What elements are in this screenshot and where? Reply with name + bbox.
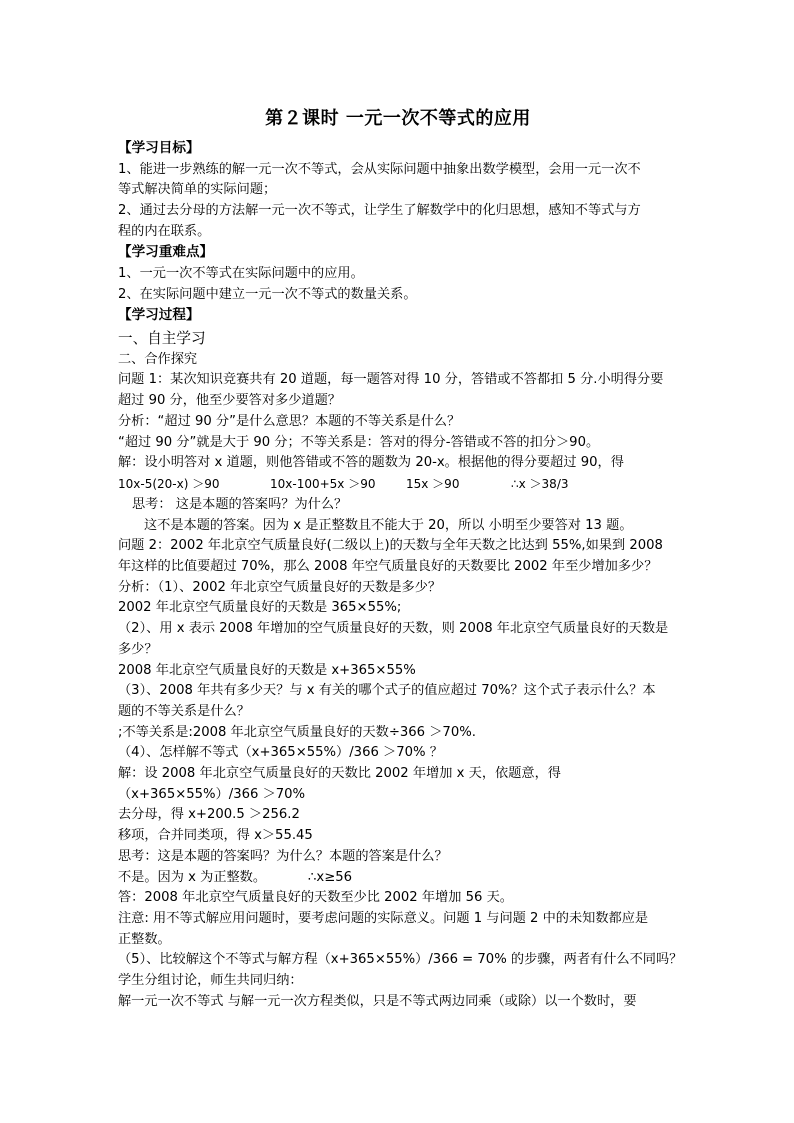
q1-answer: 这不是本题的答案。因为 x 是正整数且不能大于 20，所以 小明至少要答对 13 题。 (144, 517, 633, 533)
key-line: 1、一元一次不等式在实际问题中的应用。 (118, 265, 364, 281)
equation: 15x ＞90 (406, 476, 460, 491)
equation: 10x-100+5x ＞90 (270, 476, 376, 491)
q1-solution: 解：设小明答对 x 道题，则他答错或不答的题数为 20-x。根据他的得分要超过 90，得 (118, 455, 624, 471)
part-two-heading: 二、合作探究 (118, 351, 198, 367)
q2-think: 思考：这是本题的答案吗？为什么？本题的答案是什么？ (118, 848, 448, 864)
q2-discussion: 解一元一次不等式 与解一元一次方程类似，只是不等式两边同乘（或除）以一个数时，要 (118, 993, 637, 1009)
equation: 10x-5(20-x) ＞90 (118, 476, 220, 491)
goal-line: 2、通过去分母的方法解一元一次不等式，让学生了解数学中的化归思想，感知不等式与方 (118, 202, 641, 218)
q2-analysis: 2008 年北京空气质量良好的天数是 x+365×55% (118, 662, 416, 678)
q2-text: 问题 2：2002 年北京空气质量良好(二级以上)的天数与全年天数之比达到 55%,如果到 2008 (118, 538, 663, 554)
q2-solution: 移项，合并同类项，得 x＞55.45 (118, 828, 313, 844)
q1-equations (118, 474, 678, 495)
goals-heading: 【学习目标】 (118, 140, 200, 156)
q2-analysis: 多少？ (118, 641, 158, 657)
q2-solution: 去分母，得 x+200.5 ＞256.2 (118, 807, 300, 823)
q2-compare: （5）、比较解这个不等式与解方程（x+365×55%）/366 = 70% 的步骤，两者有什么不同吗？ (118, 952, 683, 968)
q2-analysis: 2002 年北京空气质量良好的天数是 365×55%; (118, 600, 402, 616)
q2-reason (118, 868, 678, 889)
q1-text: 问题 1：某次知识竞赛共有 20 道题，每一题答对得 10 分，答错或不答都扣 5 分.小明得分要 (118, 372, 664, 388)
q2-solution: （x+365×55%）/366 ＞70% (118, 786, 306, 802)
reason-result: ∴x≥56 (308, 869, 353, 885)
q2-analysis: （3）、2008 年共有多少天？与 x 有关的哪个式子的值应超过 70%？这个式子表示什么？本 (118, 683, 656, 699)
goal-line: 等式解决简单的实际问题； (118, 182, 277, 198)
process-heading: 【学习过程】 (118, 307, 200, 324)
q2-analysis: （4）、怎样解不等式（x+365×55%）/366 ＞70% ？ (118, 745, 443, 761)
q1-analysis: 分析：“超过 90 分”是什么意思？本题的不等关系是什么？ (118, 413, 461, 429)
q2-analysis: ;不等关系是:2008 年北京空气质量良好的天数÷366 ＞70%. (118, 724, 476, 740)
part-one-heading: 一、自主学习 (118, 329, 206, 347)
reason-text: 不是。因为 x 为正整数。 (118, 869, 267, 885)
q1-think: 思考： 这是本题的答案吗？为什么？ (132, 496, 348, 512)
goal-line: 1、能进一步熟练的解一元一次不等式，会从实际问题中抽象出数学模型，会用一元一次不 (118, 161, 641, 177)
q1-text: 超过 90 分，他至少要答对多少道题？ (118, 393, 341, 409)
q2-answer: 答：2008 年北京空气质量良好的天数至少比 2002 年增加 56 天。 (118, 890, 513, 906)
q1-analysis: “超过 90 分”就是大于 90 分；不等关系是：答对的得分-答错或不答的扣分＞90。 (118, 434, 600, 450)
q2-discussion: 学生分组讨论，师生共同归纳： (118, 973, 303, 989)
page-title: 第２课时 一元一次不等式的应用 (265, 108, 531, 129)
key-line: 2、在实际问题中建立一元一次不等式的数量关系。 (118, 286, 417, 302)
equation: ∴x ＞38/3 (511, 476, 569, 491)
q2-solution: 解：设 2008 年北京空气质量良好的天数比 2002 年增加 x 天，依题意，得 (118, 766, 561, 782)
key-heading: 【学习重难点】 (118, 244, 214, 261)
q2-text: 年这样的比值要超过 70%，那么 2008 年空气质量良好的天数要比 2002 年至少增加多少？ (118, 559, 658, 575)
q2-analysis: 题的不等关系是什么？ (118, 703, 250, 719)
goal-line: 程的内在联系。 (118, 223, 211, 239)
q2-analysis: （2）、用 x 表示 2008 年增加的空气质量良好的天数，则 2008 年北京空气质量良好的天数是 (118, 621, 669, 637)
q2-note: 正整数。 (118, 931, 171, 947)
q2-note: 注意: 用不等式解应用问题时，要考虑问题的实际意义。问题 1 与问题 2 中的未知数都应是 (118, 911, 649, 926)
q2-analysis: 分析：（1）、2002 年北京空气质量良好的天数是多少？ (118, 579, 442, 595)
document-page (118, 104, 683, 1013)
